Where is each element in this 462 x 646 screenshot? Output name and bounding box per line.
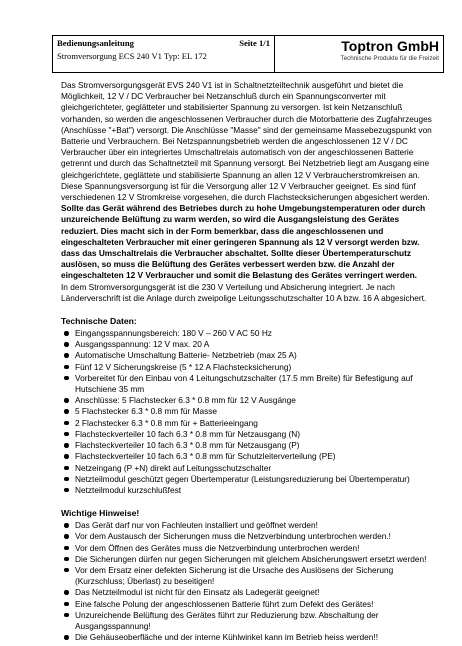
company-slogan: Technische Produkte für die Freizeit bbox=[340, 55, 439, 62]
specs-heading: Technische Daten: bbox=[61, 316, 137, 327]
protection-paragraph: In dem Stromversorgungsgerät ist die 230 V Verteilung und Absicherung integriert. Je nach Länderverschrift ist die Anlage durch zweipolige Leitungsschutzschalter 10 A bzw. 16 A abgesichert. bbox=[61, 281, 427, 303]
spec-item: Netzteilmodul kurzschlußfest bbox=[61, 485, 437, 496]
note-item: Vor dem Ersatz einer defekten Sicherung ist die Ursache des Auslösens der Sicherung (Kurzschluss; Überlast) zu beseitigen! bbox=[61, 565, 437, 587]
note-item: Das Netzteilmodul ist nicht für den Einsatz als Ladegerät geeignet! bbox=[61, 587, 437, 598]
note-item: Das Gerät darf nur von Fachleuten installiert und geöffnet werden! bbox=[61, 520, 437, 531]
note-item: Eine falsche Polung der angeschlossenen Batterie führt zum Defekt des Gerätes! bbox=[61, 599, 437, 610]
spec-item: Eingangsspannungsbereich: 180 V – 260 V AC 50 Hz bbox=[61, 328, 437, 339]
intro-paragraph: Das Stromversorgungsgerät EVS 240 V1 ist in Schaltnetzteiltechnik ausgeführt und bietet die Möglichkeit, 12 V / DC Verbraucher bei Netzanschluß durch ein Spannungsconverter mit gleichgerichteter, geglätteter und stabilisierter Spannung zu versorgen. Ist kein Netzanschluß vorhanden, so werden die angeschlossenen Verbraucher durch die Motorbatterie des Zugfahrzeuges (Anschlüsse "+Bat") versorgt. Die Anschlüsse "Masse" sind der gemeinsame Massebezugspunkt von Batterie und Verbrauchern. Bei Netzspannungsbetrieb werden die angeschlossenen 12 V / DC Verbraucher über ein integriertes Umschaltrelais automatisch von der angeschlossenen Batterie getrennt und durch das Schaltnetzteil mit Spannung versorgt. Bei Netzbetrieb liegt am Ausgang eine gleichgerichtete, geglättete und stabilisierte Spannung an allen 12 V Verbraucherstromkreisen an. Diese Spannungsversorgung ist für die Versorgung aller 12 V Verbraucher geeignet. Es sind fünf verschiedenen 12 V Stromkreise vorgesehen, die durch Flachstecksicherungen abgesichert werden. bbox=[61, 80, 432, 203]
spec-item: Flachsteckverteiler 10 fach 6.3 * 0.8 mm für Netzausgang (N) bbox=[61, 429, 437, 440]
company-name: Toptron GmbH bbox=[341, 38, 439, 54]
note-item: Vor dem Öffnen des Gerätes muss die Netzverbindung unterbrochen werden! bbox=[61, 543, 437, 554]
header-info bbox=[53, 36, 275, 72]
spec-item: Flachsteckverteiler 10 fach 6.3 * 0.8 mm für Schutzleiterverteilung (PE) bbox=[61, 451, 437, 462]
note-item: Unzureichende Belüftung des Gerätes führt zur Reduzierung bzw. Abschaltung der Ausgangsspannung! bbox=[61, 610, 437, 632]
note-item: Die Gehäuseoberfläche und der interne Kühlwinkel kann im Betrieb heiss werden!! bbox=[61, 632, 437, 643]
spec-item: Fünf 12 V Sicherungskreise (5 * 12 A Flachstecksicherung) bbox=[61, 362, 437, 373]
spec-item: Vorbereitet für den Einbau von 4 Leitungschutzschalter (17.5 mm Breite) für Befestigung auf Hutschiene 35 mm bbox=[61, 373, 437, 395]
specs-list bbox=[61, 328, 437, 496]
document-header bbox=[52, 35, 444, 73]
spec-item: 2 Flachstecker 6.3 * 0.8 mm für + Batterieeingang bbox=[61, 418, 437, 429]
document-title: Bedienungsanleitung bbox=[57, 38, 134, 48]
spec-item: Ausgangsspannung: 12 V max. 20 A bbox=[61, 339, 437, 350]
notes-heading: Wichtige Hinweise! bbox=[61, 508, 140, 519]
spec-item: Netzeingang (P +N) direkt auf Leitungsschutzschalter bbox=[61, 463, 437, 474]
spec-item: 5 Flachstecker 6.3 * 0.8 mm für Masse bbox=[61, 406, 437, 417]
product-name: Stromversorgung ECS 240 V1 Typ: EL 172 bbox=[57, 51, 207, 61]
spec-item: Netzteilmodul geschützt gegen Übertemperatur (Leistungsreduzierung bei Übertemperatur) bbox=[61, 474, 437, 485]
note-item: Die Sicherungen dürfen nur gegen Sicherungen mit gleichem Absicherungswert ersetzt werden! bbox=[61, 554, 437, 565]
company-block bbox=[275, 36, 443, 72]
note-item: Vor dem Austausch der Sicherungen muss die Netzverbindung unterbrochen werden.! bbox=[61, 531, 437, 542]
spec-item: Flachsteckverteiler 10 fach 6.3 * 0.8 mm für Netzausgang (P) bbox=[61, 440, 437, 451]
warning-paragraph: Sollte das Gerät während des Betriebes durch zu hohe Umgebungstemperaturen oder durch unzureichende Belüftung zu warm werden, so wird die Ausgangsleistung des Gerätes reduziert. Dies macht sich in der Form bemerkbar, dass die angeschlossenen und eingeschalteten Verbraucher mit einer geringeren Spannung als 12 V versorgt werden bzw. dass das Umschaltrelais die Verbraucher abschaltet. Sollte dieser Übertemperaturschutz auslösen, so muss die Belüftung des Gerätes verbessert werden bzw. die Anzahl der eingeschalteten 12 V Verbraucher und somit die Belastung des Gerätes verringert werden. bbox=[61, 203, 426, 281]
document-body bbox=[61, 80, 437, 643]
spec-item: Anschlüsse: 5 Flachstecker 6.3 * 0.8 mm für 12 V Ausgänge bbox=[61, 395, 437, 406]
notes-list bbox=[61, 520, 437, 643]
spec-item: Automatische Umschaltung Batterie- Netzbetrieb (max 25 A) bbox=[61, 350, 437, 361]
page-number: Seite 1/1 bbox=[239, 38, 270, 48]
